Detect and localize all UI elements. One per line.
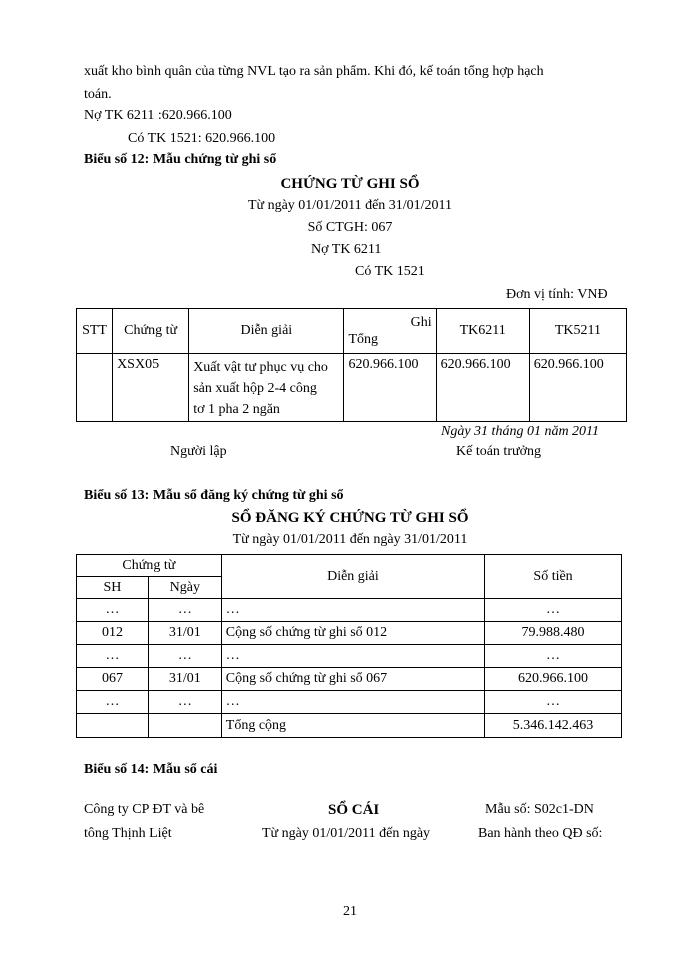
cell-ngay: … [148,599,221,622]
header-chungtu: Chứng từ [77,555,222,577]
form14-form-code: Mẫu số: S02c1-DN [485,802,594,817]
table-row-total [77,714,622,738]
form14-period: Từ ngày 01/01/2011 đến ngày [262,826,431,841]
cell-diengiai: Cộng số chứng từ ghi sổ 067 [221,668,484,691]
form12-header-row [77,309,627,354]
header-diengiai: Diễn giải [189,309,344,354]
row-diengiai-line-1: Xuất vật tư phục vụ cho [193,360,328,375]
cell-diengiai: … [221,691,484,714]
cell-sotien: 79.988.480 [485,622,622,645]
form12-creator: Người lập [170,444,227,459]
form12-debit: Nợ TK 6211 [311,242,382,257]
table-row [77,645,622,668]
row-tong: 620.966.100 [344,354,436,422]
header-ghi: Ghi [410,315,432,330]
header-ghi-tong [344,309,436,354]
header-ngay: Ngày [148,577,221,599]
form14-decision: Ban hành theo QĐ số: [478,826,603,841]
page-number: 21 [343,904,357,919]
cell-ngay: 31/01 [148,622,221,645]
cell-sh: … [77,645,149,668]
header-tk6211: TK6211 [436,309,529,354]
form12-title: CHỨNG TỪ GHI SỔ [280,176,420,192]
cell-diengiai: … [221,599,484,622]
header-tk5211: TK5211 [529,309,626,354]
cell-sotien: … [485,645,622,668]
form13-table [76,554,622,738]
table-row [77,599,622,622]
row-chungtu: XSX05 [113,354,189,422]
cell-sotien: 5.346.142.463 [485,714,622,738]
form12-chief: Kế toán trưởng [456,444,541,459]
row-diengiai-line-3: tơ 1 pha 2 ngăn [193,402,280,417]
table-row [77,622,622,645]
cell-sotien: 620.966.100 [485,668,622,691]
header-sh: SH [77,577,149,599]
form12-heading: Biểu số 12: Mẫu chứng từ ghi sổ [84,152,277,167]
header-stt: STT [77,309,113,354]
form12-table [76,308,627,422]
cell-sh [77,714,149,738]
cell-ngay: 31/01 [148,668,221,691]
cell-ngay: … [148,645,221,668]
form12-unit: Đơn vị tính: VNĐ [506,287,608,302]
table-row [77,354,627,422]
form13-heading: Biểu số 13: Mẫu sổ đăng ký chứng từ ghi sổ [84,488,344,503]
form13-period: Từ ngày 01/01/2011 đến ngày 31/01/2011 [232,532,468,547]
row-tk5211: 620.966.100 [529,354,626,422]
intro-debit: Nợ TK 6211 :620.966.100 [84,108,232,123]
form14-title: SỔ CÁI [328,802,380,818]
cell-diengiai: Cộng số chứng từ ghi sổ 012 [221,622,484,645]
form12-date: Ngày 31 tháng 01 năm 2011 [441,424,600,439]
header-sotien: Số tiền [485,555,622,599]
form14-heading: Biểu số 14: Mẫu sổ cái [84,762,218,777]
header-diengiai: Diễn giải [221,555,484,599]
cell-sh: … [77,691,149,714]
form14-company-line-1: Công ty CP ĐT và bê [84,802,205,817]
cell-sh: … [77,599,149,622]
table-row [77,691,622,714]
row-diengiai-line-2: sản xuất hộp 2-4 công [193,381,317,396]
intro-credit: Có TK 1521: 620.966.100 [128,131,276,146]
form12-credit: Có TK 1521 [355,264,425,279]
cell-diengiai: … [221,645,484,668]
header-tong: Tổng [348,332,379,347]
row-diengiai [189,354,344,422]
cell-ngay: … [148,691,221,714]
row-stt [77,354,113,422]
row-tk6211: 620.966.100 [436,354,529,422]
form12-period: Từ ngày 01/01/2011 đến 31/01/2011 [247,198,453,213]
table-row [77,668,622,691]
intro-line-2: toán. [84,87,112,102]
cell-sotien: … [485,691,622,714]
cell-sotien: … [485,599,622,622]
header-chungtu: Chứng từ [113,309,189,354]
form14-company-line-2: tông Thịnh Liệt [84,826,172,841]
cell-ngay [148,714,221,738]
form13-title: SỔ ĐĂNG KÝ CHỨNG TỪ GHI SỔ [231,510,469,526]
form13-header-row-1 [77,555,622,577]
form12-ctgh: Số CTGH: 067 [307,220,393,235]
cell-diengiai: Tổng cộng [221,714,484,738]
intro-line-1: xuất kho bình quân của từng NVL tạo ra sản phẩm. Khi đó, kế toán tổng hợp hạch [84,64,544,79]
cell-sh: 012 [77,622,149,645]
cell-sh: 067 [77,668,149,691]
